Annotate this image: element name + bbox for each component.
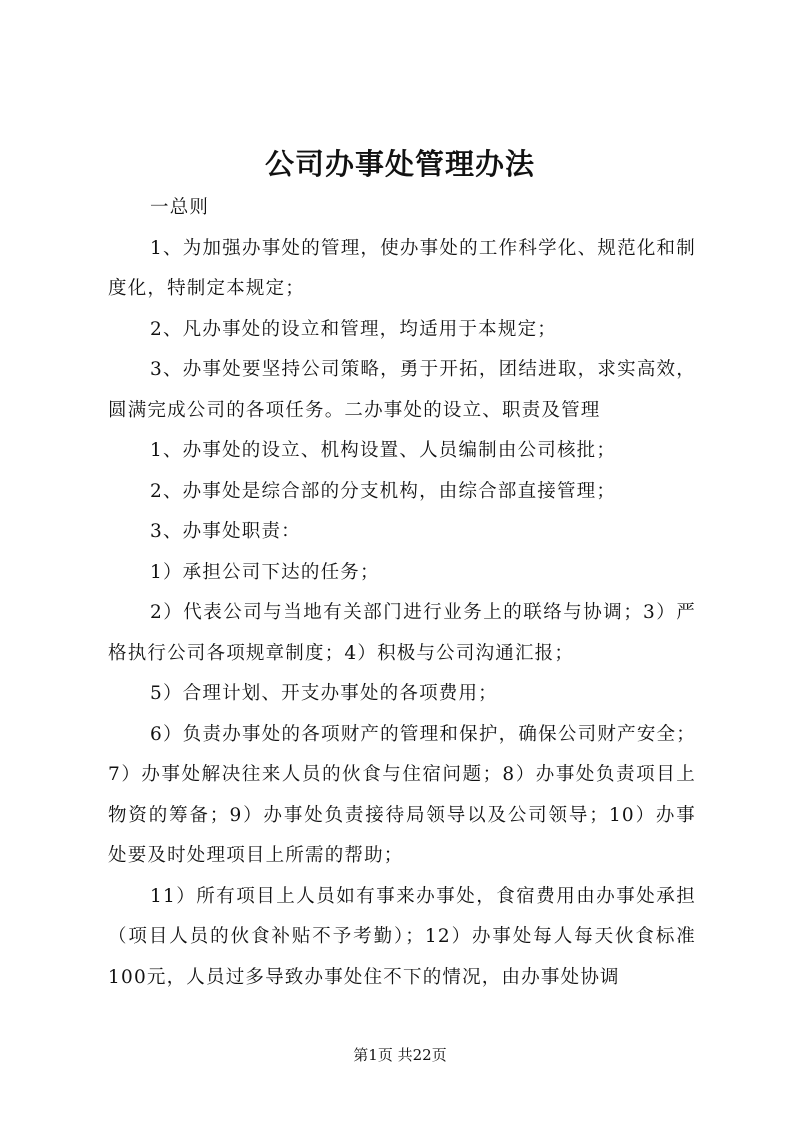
paragraph: 2、凡办事处的设立和管理，均适用于本规定； — [150, 318, 557, 340]
paragraph: 3、办事处职责： — [150, 521, 301, 542]
paragraph: 5）合理计划、开支办事处的各项费用； — [150, 683, 498, 704]
document-title: 公司办事处管理办法 — [264, 147, 535, 181]
paragraph: 11）所有项目上人员如有事来办事处，食宿费用由办事处承担（项目人员的伙食补贴不予考勤）；12）办事处每人每天伙食标准100元，人员过多导致办事处住不下的情况，由办事处协调 — [108, 885, 696, 988]
paragraph: 6）负责办事处的各项财产的管理和保护，确保公司财产安全；7）办事处解决往来人员的伙食与住宿问题；8）办事处负责项目上物资的筹备；9）办事处负责接待局领导以及公司领导；10）办事处要及时处理项目上所需的帮助； — [108, 723, 696, 866]
paragraph: 1、办事处的设立、机构设置、人员编制由公司核批； — [150, 440, 617, 461]
page-number-footer: 第1页 共22页 — [353, 1046, 447, 1064]
paragraph: 1、为加强办事处的管理，使办事处的工作科学化、规范化和制度化，特制定本规定； — [108, 237, 696, 299]
paragraph: 1）承担公司下达的任务； — [150, 561, 380, 583]
paragraph: 一总则 — [150, 197, 210, 218]
paragraph: 2、办事处是综合部的分支机构，由综合部直接管理； — [150, 480, 617, 502]
paragraph: 3、办事处要坚持公司策略，勇于开拓，团结进取，求实高效，圆满完成公司的各项任务。二办事处的设立、职责及管理 — [108, 359, 696, 421]
paragraph: 2）代表公司与当地有关部门进行业务上的联络与协调；3）严格执行公司各项规章制度；4）积极与公司沟通汇报； — [108, 602, 696, 664]
document-body — [108, 188, 696, 998]
